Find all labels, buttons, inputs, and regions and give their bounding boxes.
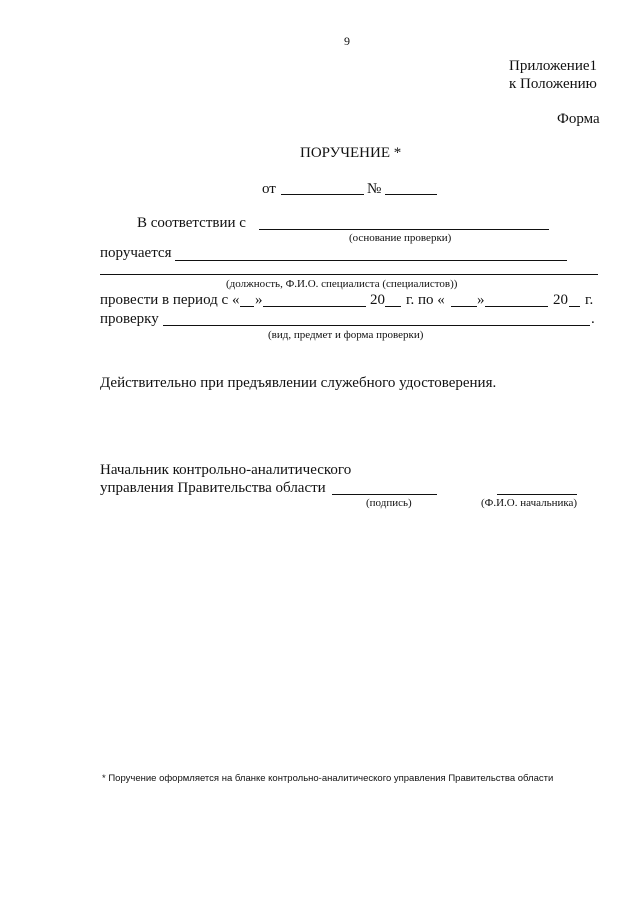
period-year2: 20 [553,292,568,308]
period-close-quote-2: » [477,292,485,308]
validity-note: Действительно при предъявлении служебного удостоверения. [100,375,497,391]
date-blank-line [281,194,364,195]
number-blank-line [385,194,437,195]
form-label: Форма [557,111,600,127]
page-number: 9 [344,34,350,48]
assigned-blank-line-2 [100,274,598,275]
basis-lead: В соответствии с [137,215,246,231]
period-month1-line [263,306,366,307]
number-sign: № [367,181,382,197]
period-year1-line [385,306,401,307]
footnote: * Поручение оформляется на бланке контрольно-аналитического управления Правительства области [102,773,554,784]
to-regulation-label: к Положению [509,76,597,92]
name-caption: (Ф.И.О. начальника) [481,497,578,509]
assigned-caption: (должность, Ф.И.О. специалиста (специалистов)) [226,278,458,290]
inspection-end-dot: . [591,311,595,327]
document-title: ПОРУЧЕНИЕ * [300,145,402,161]
period-end: г. [585,292,594,308]
signature-title-line-1: Начальник контрольно-аналитического [100,462,352,478]
signature-title-line-2: управления Правительства области [100,480,326,496]
inspection-blank-line [163,325,590,326]
inspection-caption: (вид, предмет и форма проверки) [268,329,424,341]
period-day2-line [451,306,477,307]
period-to: г. по « [406,292,445,308]
period-year1: 20 [370,292,385,308]
signature-blank-line [332,494,437,495]
appendix-label: Приложение1 [509,58,598,74]
assigned-label: поручается [100,245,172,261]
name-blank-line [497,494,577,495]
inspection-label: проверку [100,311,159,327]
from-label: от [262,181,276,197]
basis-caption: (основание проверки) [349,232,452,244]
period-year2-line [569,306,580,307]
assigned-blank-line-1 [175,260,567,261]
signature-caption: (подпись) [366,497,412,509]
period-close-quote-1: » [255,292,263,308]
period-lead: провести в период с « [100,292,240,308]
period-month2-line [485,306,548,307]
period-day1-line [240,306,254,307]
basis-blank-line [259,229,549,230]
